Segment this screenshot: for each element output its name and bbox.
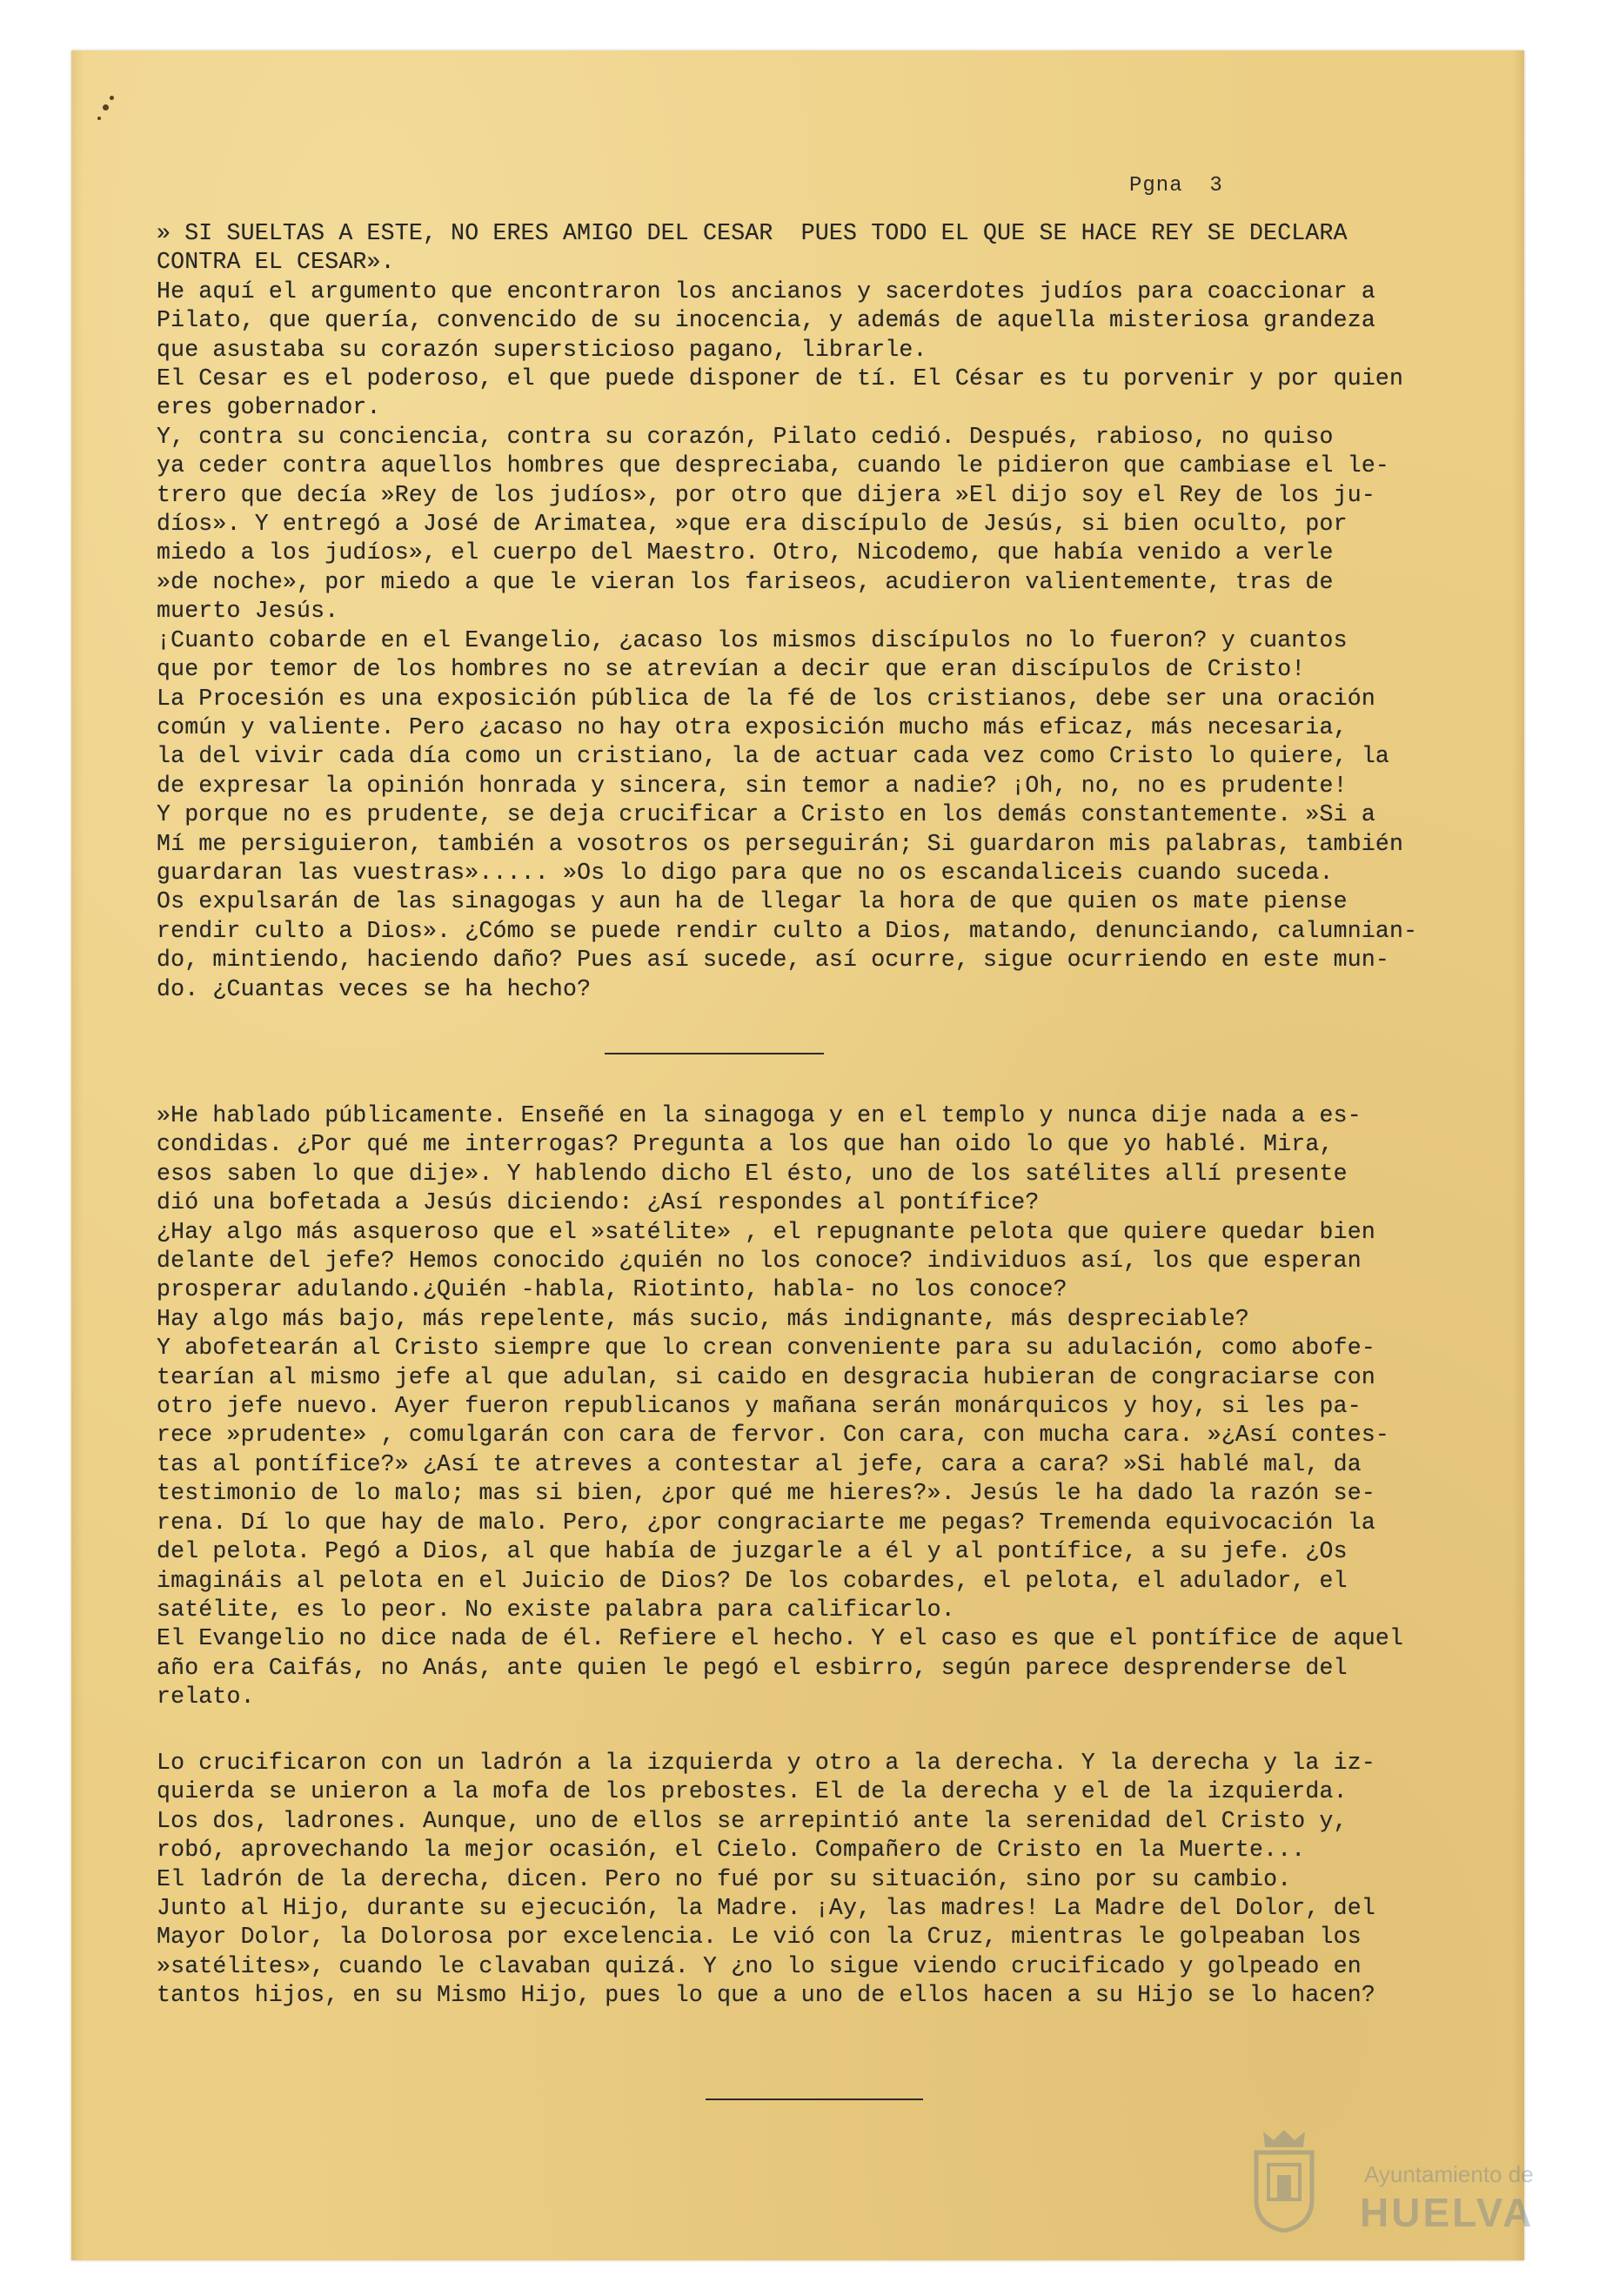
text-line: »de noche», por miedo a que le vieran los fariseos, acudieron valientemente, tras de [157,568,1334,595]
text-line: do. ¿Cuantas veces se ha hecho? [157,975,592,1002]
text-line: delante del jefe? Hemos conocido ¿quién no los conoce? individuos así, los que esperan [157,1248,1362,1275]
text-line: ya ceder contra aquellos hombres que despreciaba, cuando le pidieron que cambiase el le- [157,452,1390,479]
section-satelite [157,1101,1403,1712]
text-line: Pilato, que quería, convencido de su inocencia, y además de aquella misteriosa grandeza [157,307,1375,334]
text-line: imagináis al pelota en el Juicio de Dios? De los cobardes, el pelota, el adulador, el [157,1567,1348,1594]
text-line: tantos hijos, en su Mismo Hijo, pues lo que a uno de ellos hacen a su Hijo se lo hacen? [157,1982,1375,2009]
text-line: de expresar la opinión honrada y sincera, sin temor a nadie? ¡Oh, no, no es prudente! [157,772,1348,799]
text-line: ¡Cuanto cobarde en el Evangelio, ¿acaso los mismos discípulos no lo fueron? y cuantos [157,626,1348,653]
text-line: CONTRA EL CESAR». [157,249,395,276]
text-line: Os expulsarán de las sinagogas y aun ha de llegar la hora de que quien os mate piense [157,888,1348,915]
text-line: díos». Y entregó a José de Arimatea, »que era discípulo de Jesús, si bien oculto, por [157,511,1348,538]
page-number: Pgna 3 [1129,174,1223,197]
text-line: Y porque no es prudente, se deja crucificar a Cristo en los demás constantemente. »Si a [157,801,1375,828]
text-line: He aquí el argumento que encontraron los ancianos y sacerdotes judíos para coaccionar a [157,278,1375,305]
text-line: la del vivir cada día como un cristiano, la de actuar cada vez como Cristo lo quiere, la [157,743,1390,770]
text-line: eres gobernador. [157,394,381,421]
text-line: »satélites», cuando le clavaban quizá. Y ¿no lo sigue viendo crucificado y golpeado en [157,1952,1362,1979]
text-line: testimonio de lo malo; mas si bien, ¿por qué me hieres?». Jesús le ha dado la razón se- [157,1480,1375,1507]
text-line: Y, contra su conciencia, contra su corazón, Pilato cedió. Después, rabioso, no quiso [157,423,1334,450]
text-line: miedo a los judíos», el cuerpo del Maestro. Otro, Nicodemo, que había venido a verle [157,539,1334,566]
text-line: Mí me persiguieron, también a vosotros os perseguirán; Si guardaron mis palabras, también [157,830,1404,857]
text-line: quierda se unieron a la mofa de los prebostes. El de la derecha y el de la izquierda. [157,1778,1348,1805]
text-line: dió una bofetada a Jesús diciendo: ¿Así respondes al pontífice? [157,1189,1040,1216]
punch-hole-mark [103,104,109,110]
text-line: Lo crucificaron con un ladrón a la izquierda y otro a la derecha. Y la derecha y la iz- [157,1750,1375,1776]
text-line: prosperar adulando.¿Quién -habla, Riotinto, habla- no los conoce? [157,1276,1067,1303]
end-divider [706,2099,923,2100]
punch-hole-mark [97,117,101,120]
text-line: año era Caifás, no Anás, ante quien le pegó el esbirro, según parece desprenderse del [157,1654,1348,1681]
text-line: ¿Hay algo más asqueroso que el »satélite» , el repugnante pelota que quiere quedar bien [157,1218,1375,1245]
text-line: rendir culto a Dios». ¿Cómo se puede rendir culto a Dios, matando, denunciando, calumnian- [157,917,1418,944]
text-line: La Procesión es una exposición pública de la fé de los cristianos, debe ser una oración [157,685,1375,712]
text-line: común y valiente. Pero ¿acaso no hay otra exposición mucho más eficaz, más necesaria, [157,713,1348,740]
text-line: Mayor Dolor, la Dolorosa por excelencia. Le vió con la Cruz, mientras le golpeaban los [157,1924,1362,1951]
text-line: El Evangelio no dice nada de él. Refiere el hecho. Y el caso es que el pontífice de aquel [157,1625,1404,1652]
text-line: otro jefe nuevo. Ayer fueron republicanos y mañana serán monárquicos y hoy, si les pa- [157,1393,1362,1420]
text-line: trero que decía »Rey de los judíos», por otro que dijera »El dijo soy el Rey de los ju- [157,481,1375,508]
section-crucifixion [157,1749,1375,2011]
text-line: rece »prudente» , comulgarán con cara de fervor. Con cara, con mucha cara. »¿Así contes- [157,1422,1390,1449]
text-line: El ladrón de la derecha, dicen. Pero no fué por su situación, sino por su cambio. [157,1865,1292,1892]
text-line: rena. Dí lo que hay de malo. Pero, ¿por congraciarte me pegas? Tremenda equivocación la [157,1509,1375,1536]
text-line: »He hablado públicamente. Enseñé en la sinagoga y en el templo y nunca dije nada a es- [157,1102,1362,1128]
section-pilato [157,219,1417,1004]
text-line: esos saben lo que dije». Y hablendo dicho El ésto, uno de los satélites allí presente [157,1160,1348,1187]
watermark-logo [1251,2128,1535,2250]
text-line: que asustaba su corazón supersticioso pagano, librarle. [157,336,927,363]
text-line: relato. [157,1684,255,1710]
text-line: robó, aprovechando la mejor ocasión, el Cielo. Compañero de Cristo en la Muerte... [157,1837,1306,1864]
text-line: El Cesar es el poderoso, el que puede disponer de tí. El César es tu porvenir y por quien [157,365,1404,392]
text-line: Junto al Hijo, durante su ejecución, la Madre. ¡Ay, las madres! La Madre del Dolor, del [157,1895,1375,1922]
text-line: Los dos, ladrones. Aunque, uno de ellos se arrepintió ante la serenidad del Cristo y, [157,1807,1348,1834]
text-line: Y abofetearán al Cristo siempre que lo crean conveniente para su adulación, como abofe- [157,1335,1375,1362]
text-line: tas al pontífice?» ¿Así te atreves a contestar al jefe, cara a cara? »Si hablé mal, da [157,1450,1362,1477]
text-line: satélite, es lo peor. No existe palabra para calificarlo. [157,1596,955,1623]
punch-hole-mark [110,96,114,100]
text-line: Hay algo más bajo, más repelente, más sucio, más indignante, más despreciable? [157,1305,1250,1332]
text-line: tearían al mismo jefe al que adulan, si caido en desgracia hubieran de congraciarse con [157,1363,1375,1390]
city-crest-icon [1251,2128,1317,2232]
text-line: del pelota. Pegó a Dios, al que había de juzgarle a él y al pontífice, a su jefe. ¿Os [157,1538,1348,1565]
text-line: do, mintiendo, haciendo daño? Pues así sucede, así ocurre, sigue ocurriendo en este mun- [157,947,1390,974]
text-line: » SI SUELTAS A ESTE, NO ERES AMIGO DEL CESAR PUES TODO EL QUE SE HACE REY SE DECLARA [157,220,1348,246]
text-line: que por temor de los hombres no se atrevían a decir que eran discípulos de Cristo! [157,656,1306,683]
watermark-text-line1: Ayuntamiento de [1364,2161,1534,2187]
section-divider [605,1053,824,1054]
watermark-text-line2: HUELVA [1360,2190,1535,2235]
text-line: guardaran las vuestras»..... »Os lo digo para que no os escandaliceis cuando suceda. [157,859,1334,886]
text-line: condidas. ¿Por qué me interrogas? Pregunta a los que han oido lo que yo hablé. Mira, [157,1131,1334,1158]
text-line: muerto Jesús. [157,598,339,625]
